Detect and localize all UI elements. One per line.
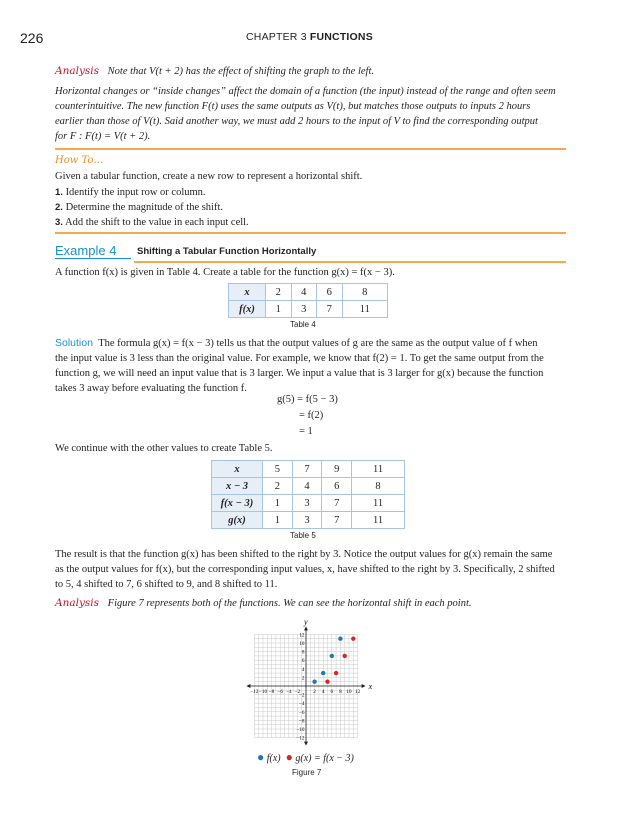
y-tick-label: 8 <box>301 649 305 656</box>
table-row <box>212 478 405 495</box>
y-tick-label: −4 <box>298 701 305 708</box>
table-header-cell: f(x) <box>229 301 266 318</box>
table-row <box>229 284 388 301</box>
g-data-point <box>343 654 347 658</box>
table-cell: 7 <box>292 461 322 478</box>
example-title: Shifting a Tabular Function Horizontally <box>137 246 317 257</box>
figure-7-caption: Figure 7 <box>292 768 322 777</box>
f-data-point <box>312 680 316 684</box>
howto-step: 2. Determine the magnitude of the shift. <box>55 202 224 213</box>
equation-line-3: = 1 <box>299 426 313 437</box>
howto-intro: Given a tabular function, create a new row to represent a horizontal shift. <box>55 171 363 182</box>
table-cell: 5 <box>263 461 293 478</box>
running-header <box>246 31 373 43</box>
g-data-point <box>325 680 329 684</box>
y-tick-label: 12 <box>299 632 305 639</box>
table-row <box>212 495 405 512</box>
analysis-note-2 <box>55 596 575 611</box>
howto-step: 3. Add the shift to the value in each input cell. <box>55 217 249 228</box>
legend-dot-g: ● <box>285 750 293 764</box>
example-label: Example 4 <box>55 243 117 258</box>
table-cell: 6 <box>317 284 343 301</box>
y-tick-label: −12 <box>296 735 305 742</box>
solution-line: Solution The formula g(x) = f(x − 3) tells us that the output values of g are the same as the output value of f when <box>55 337 538 349</box>
x-axis-label: x <box>368 682 373 691</box>
x-tick-label: 6 <box>330 689 334 695</box>
solution-label: Solution <box>55 337 93 349</box>
table-cell: 4 <box>292 478 322 495</box>
table-header-cell: x <box>229 284 266 301</box>
table-4-caption: Table 4 <box>290 320 316 329</box>
table-cell: 1 <box>263 495 293 512</box>
x-tick-label: 10 <box>346 689 352 695</box>
table-row <box>212 461 405 478</box>
table-cell: 11 <box>352 461 405 478</box>
analysis-text: Figure 7 represents both of the functions. We can see the horizontal shift in each point. <box>107 598 472 609</box>
x-tick-label: −4 <box>286 689 292 695</box>
x-tick-label: −2 <box>294 689 301 695</box>
table-cell: 11 <box>352 495 405 512</box>
y-axis-label: y <box>304 617 308 627</box>
g-data-point <box>334 671 338 675</box>
x-tick-label: 4 <box>321 689 325 695</box>
x-tick-label: −10 <box>258 689 268 695</box>
f-data-point <box>321 671 325 675</box>
y-tick-label: −8 <box>298 718 305 725</box>
x-tick-label: 12 <box>355 689 361 695</box>
table-cell: 7 <box>317 301 343 318</box>
table-5 <box>211 460 405 529</box>
table-cell: 7 <box>322 495 352 512</box>
x-tick-label: −6 <box>277 689 283 695</box>
figure-7-chart <box>236 612 376 746</box>
analysis-paragraph <box>55 84 585 144</box>
g-data-point <box>351 637 355 641</box>
analysis-label-1: Analysis <box>55 65 100 77</box>
equation-line-2: = f(2) <box>299 410 324 421</box>
table-cell: 11 <box>352 512 405 529</box>
y-tick-label: 2 <box>301 675 305 682</box>
table-cell: 8 <box>342 284 387 301</box>
table-5-caption: Table 5 <box>290 531 316 540</box>
analysis-note-1 <box>55 64 575 79</box>
x-axis-arrow <box>246 684 250 688</box>
solution-line: takes 3 away before evaluating the function f. <box>55 383 247 394</box>
legend-label-g: g(x) = f(x − 3) <box>295 753 354 764</box>
y-tick-label: 4 <box>301 666 305 673</box>
table-header-cell: x − 3 <box>212 478 263 495</box>
example-rule <box>134 261 566 263</box>
table-cell: 11 <box>342 301 387 318</box>
f-data-point <box>338 637 342 641</box>
howto-steps <box>55 185 249 230</box>
analysis-line: Note that V(t + 2) has the effect of shifting the graph to the left. <box>107 66 374 77</box>
example-statement: A function f(x) is given in Table 4. Create a table for the function g(x) = f(x − 3). <box>55 267 395 278</box>
table-cell: 9 <box>322 461 352 478</box>
x-tick-label: −12 <box>250 689 259 695</box>
table-row <box>229 301 388 318</box>
table-cell: 1 <box>263 512 293 529</box>
y-tick-label: 10 <box>299 641 305 647</box>
table-cell: 3 <box>292 512 322 529</box>
analysis-para-line: counterintuitive. The new function F(t) uses the same outputs as V(t), but matches those outputs to inputs 2 hours <box>55 101 531 112</box>
howto-top-rule <box>55 148 566 150</box>
result-line: The result is that the function g(x) has been shifted to the right by 3. Notice the output values for g(x) remain the same <box>55 549 553 560</box>
figure-legend <box>257 750 354 766</box>
table-cell: 3 <box>292 495 322 512</box>
y-tick-label: −2 <box>298 692 305 699</box>
analysis-para-line: for F : F(t) = V(t + 2). <box>55 131 151 142</box>
table-cell: 8 <box>352 478 405 495</box>
x-tick-label: −8 <box>268 689 275 695</box>
y-tick-label: −10 <box>296 727 305 733</box>
result-paragraph <box>55 547 595 592</box>
table-header-cell: x <box>212 461 263 478</box>
y-axis-arrow <box>304 626 308 630</box>
howto-label: How To… <box>55 155 104 166</box>
analysis-para-line: Horizontal changes or “inside changes” affect the domain of a function (the input) instead of the range and often seem <box>55 86 556 97</box>
f-data-point <box>330 654 334 658</box>
analysis-label-2: Analysis <box>55 597 100 609</box>
analysis-para-line: earlier than those of V(t). Said another way, we must add 2 hours to the input of V to find the corresponding output <box>55 116 538 127</box>
chart-tick-labels <box>250 632 360 741</box>
equation-line-1: g(5) = f(5 − 3) <box>277 394 338 405</box>
table-cell: 3 <box>291 301 317 318</box>
table-cell: 2 <box>266 284 292 301</box>
result-line: to 5, 4 shifted to 7, 6 shifted to 9, and 8 shifted to 11. <box>55 579 278 590</box>
table-header-cell: g(x) <box>212 512 263 529</box>
table-4 <box>228 283 388 318</box>
table-cell: 1 <box>266 301 292 318</box>
page-number: 226 <box>20 30 44 46</box>
table-header-cell: f(x − 3) <box>212 495 263 512</box>
x-tick-label: 8 <box>339 689 342 695</box>
table-cell: 2 <box>263 478 293 495</box>
example-underline <box>55 258 131 259</box>
y-tick-label: −6 <box>298 709 305 716</box>
chapter-label: CHAPTER 3 <box>246 31 307 43</box>
solution-line: function g, we will need an input value that is 3 larger. We input a value that is 3 larger for g(x) because the function <box>55 368 544 379</box>
continue-text: We continue with the other values to create Table 5. <box>55 443 273 454</box>
legend-label-f: f(x) <box>266 753 281 764</box>
solution-paragraph <box>55 336 595 396</box>
table-row <box>212 512 405 529</box>
chapter-title: FUNCTIONS <box>309 31 373 43</box>
result-line: as the output values for f(x), but the corresponding input values, x, have shifted to the right by 3. Specifically, 2 shifted <box>55 564 555 575</box>
howto-step: 1. Identify the input row or column. <box>55 187 206 198</box>
y-tick-label: 6 <box>301 658 305 665</box>
x-tick-label: 2 <box>313 689 316 695</box>
table-cell: 6 <box>322 478 352 495</box>
table-cell: 7 <box>322 512 352 529</box>
table-cell: 4 <box>291 284 317 301</box>
x-axis-arrow <box>362 684 366 688</box>
howto-bottom-rule <box>55 232 566 234</box>
solution-line: the input value is 3 less than the original value. For example, we know that f(2) = 1. To get the same output from the <box>55 353 544 364</box>
legend-dot-f: ● <box>257 750 265 764</box>
y-axis-arrow <box>304 742 308 746</box>
